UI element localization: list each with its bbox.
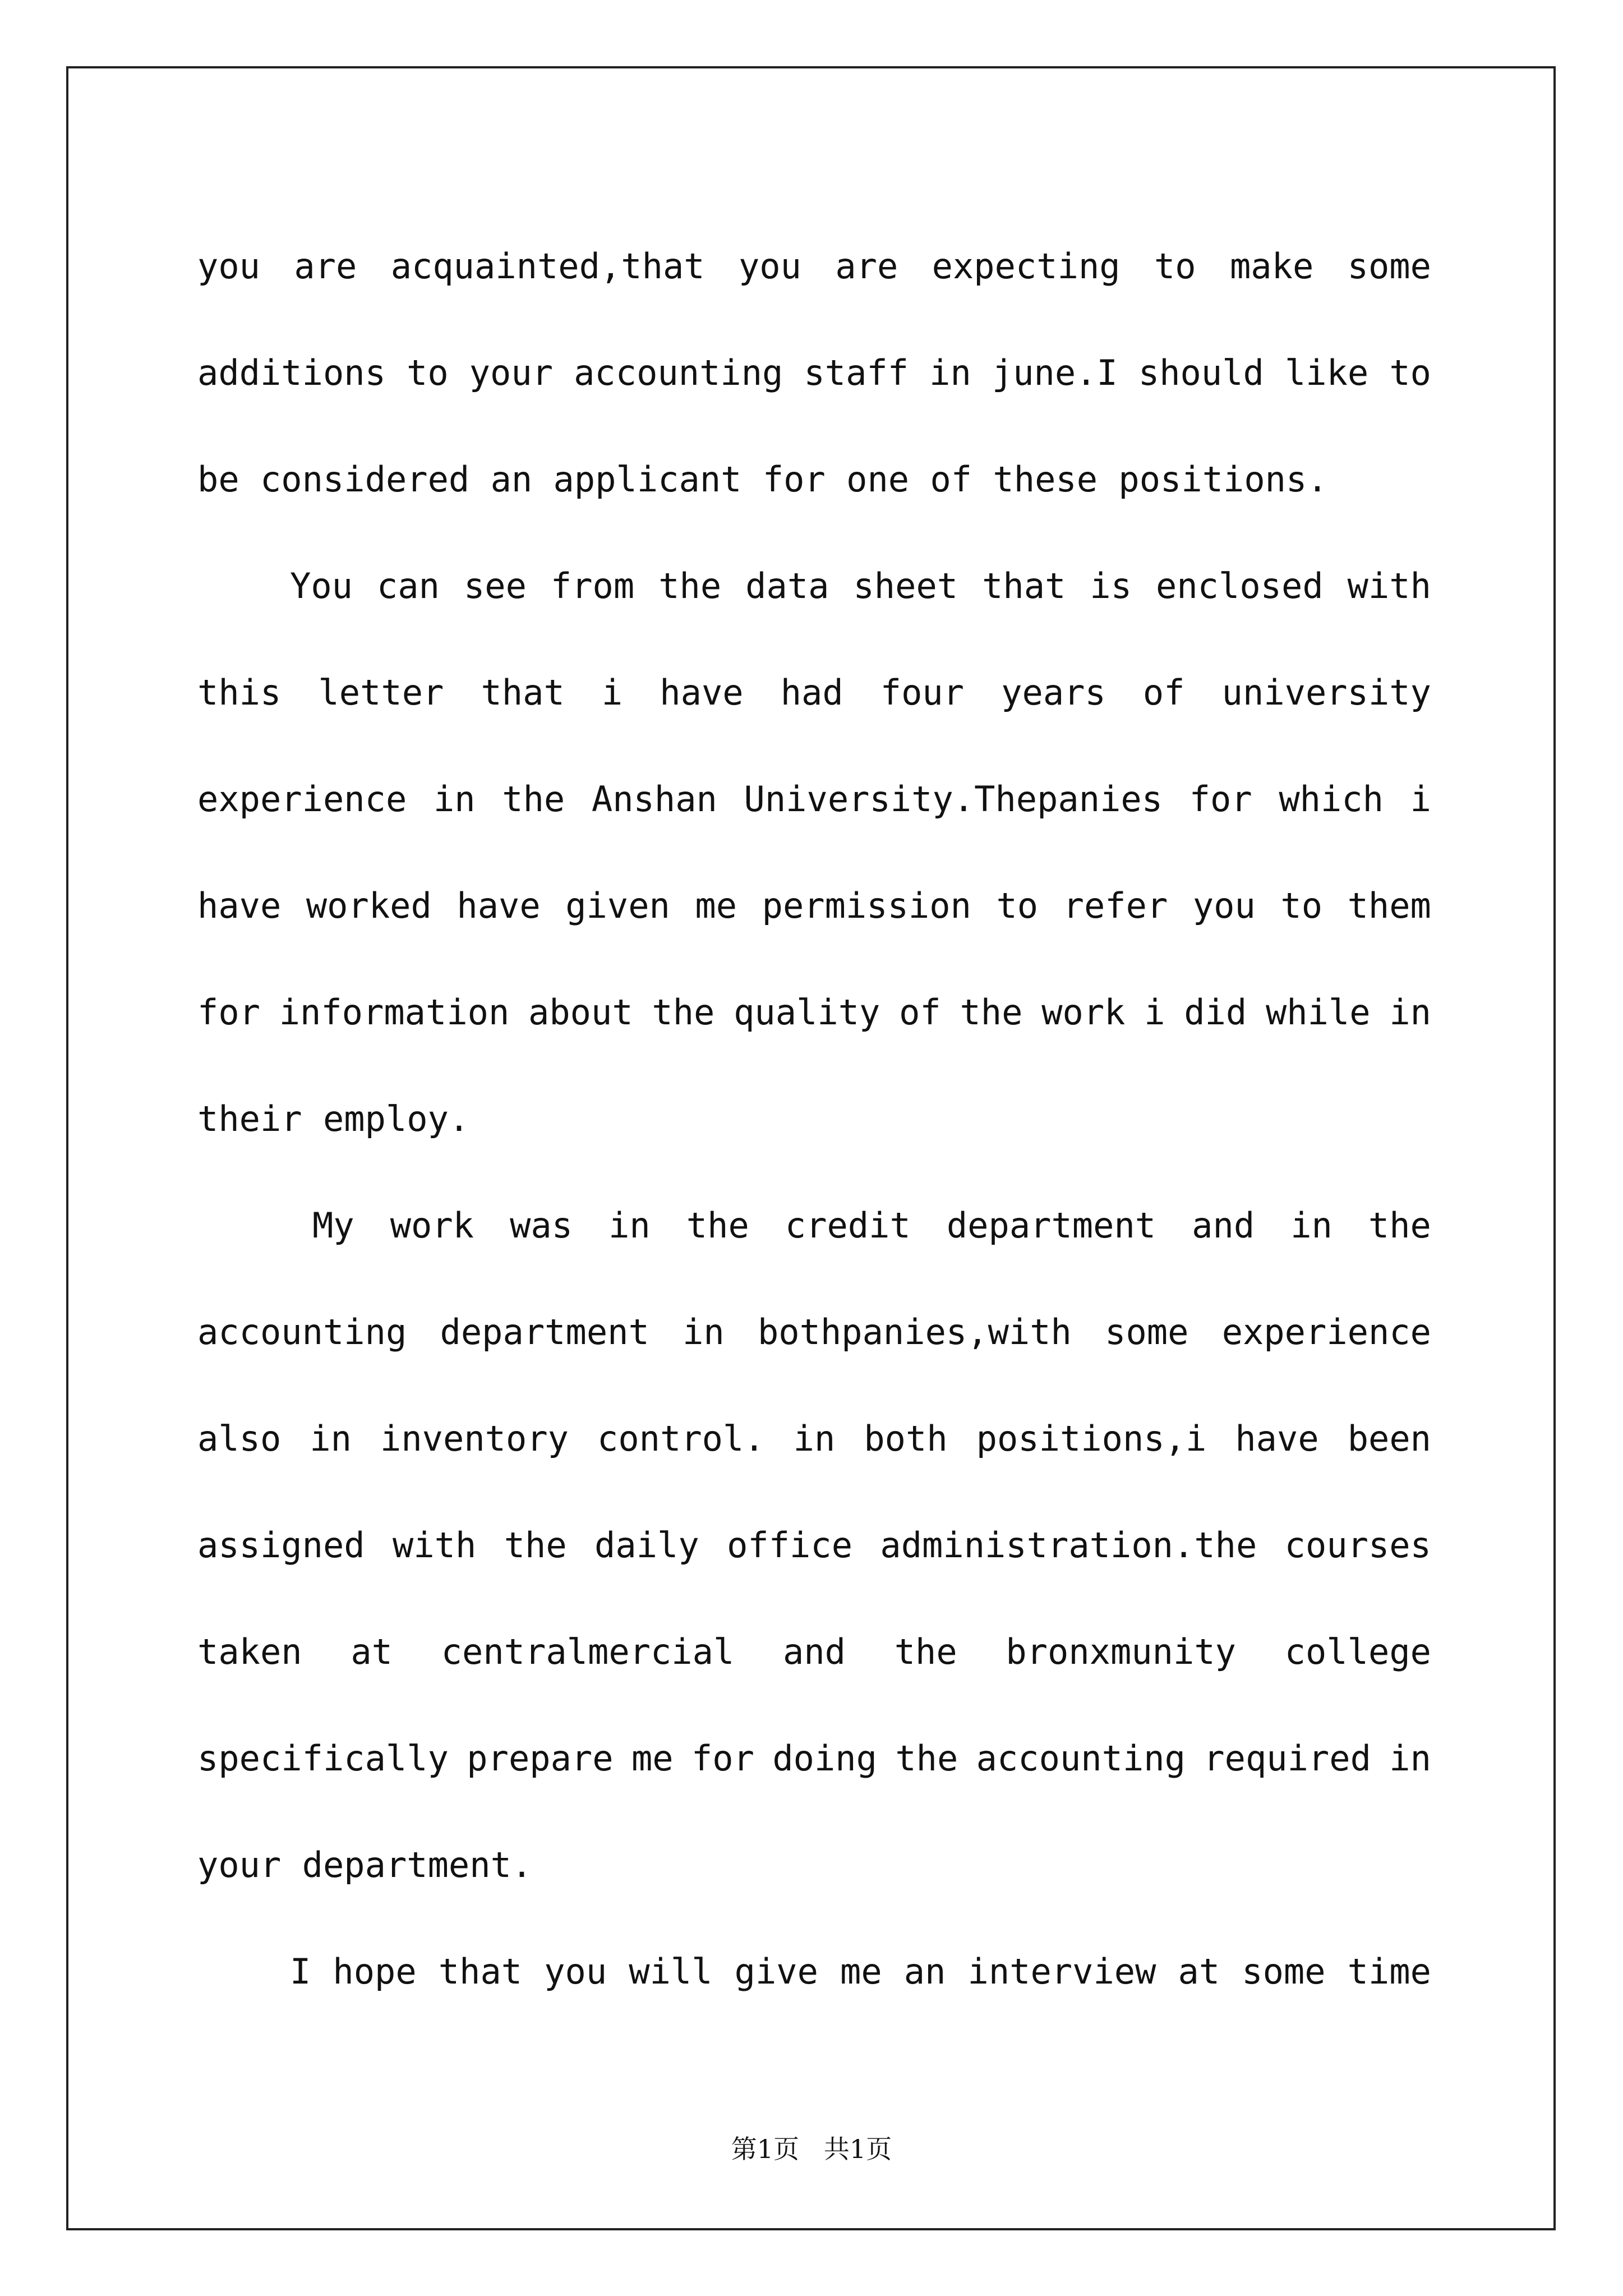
text-line bbox=[197, 1918, 1431, 2025]
word: and bbox=[1192, 1205, 1255, 1246]
text-line bbox=[197, 1172, 1431, 1279]
word: office bbox=[727, 1525, 853, 1566]
word: refer bbox=[1063, 885, 1168, 926]
word: me bbox=[631, 1738, 674, 1779]
word: make bbox=[1229, 246, 1314, 287]
text-line: their employ. bbox=[197, 1098, 470, 1139]
word: experience bbox=[197, 779, 407, 820]
word: accounting bbox=[197, 1312, 407, 1352]
word: in bbox=[1389, 992, 1431, 1033]
word: of bbox=[1142, 672, 1185, 713]
word: should bbox=[1138, 352, 1264, 393]
word: an bbox=[903, 1951, 946, 1992]
word: prepare bbox=[467, 1738, 614, 1779]
word: worked bbox=[306, 885, 432, 926]
word: acquainted,that bbox=[390, 246, 705, 287]
word: did bbox=[1184, 992, 1247, 1033]
word: daily bbox=[594, 1525, 699, 1566]
letter-body bbox=[197, 213, 1431, 2025]
word: the bbox=[504, 1525, 567, 1566]
word: in bbox=[1290, 1205, 1332, 1246]
word: the bbox=[658, 565, 722, 606]
word: your bbox=[469, 352, 554, 393]
word: them bbox=[1347, 885, 1431, 926]
word: university bbox=[1221, 672, 1431, 713]
word: with bbox=[1347, 565, 1431, 606]
text-line bbox=[197, 639, 1431, 746]
word: permission bbox=[762, 885, 971, 926]
word: are bbox=[835, 246, 898, 287]
word: in bbox=[1389, 1738, 1431, 1779]
word: to bbox=[1280, 885, 1323, 926]
word: Anshan bbox=[591, 779, 717, 820]
word: both bbox=[864, 1418, 948, 1459]
word: bothpanies,with bbox=[757, 1312, 1072, 1352]
word: I bbox=[290, 1951, 311, 1992]
word: information bbox=[279, 992, 510, 1033]
word: you bbox=[544, 1951, 607, 1992]
word: some bbox=[1242, 1951, 1326, 1992]
word: i bbox=[1144, 992, 1165, 1033]
text-line bbox=[197, 1599, 1431, 1705]
word: department bbox=[946, 1205, 1156, 1246]
word: have bbox=[1235, 1418, 1319, 1459]
word: while bbox=[1265, 992, 1371, 1033]
word: bronxmunity bbox=[1006, 1631, 1236, 1672]
text-line bbox=[197, 959, 1431, 1066]
word: department bbox=[440, 1312, 649, 1352]
word: i bbox=[1410, 779, 1431, 820]
word: centralmercial bbox=[441, 1631, 735, 1672]
word: to bbox=[407, 352, 449, 393]
word: me bbox=[840, 1951, 882, 1992]
word: this bbox=[197, 672, 282, 713]
word: the bbox=[652, 992, 715, 1033]
word: additions bbox=[197, 352, 386, 393]
word: administration.the bbox=[880, 1525, 1257, 1566]
word: is bbox=[1090, 565, 1132, 606]
word: the bbox=[960, 992, 1023, 1033]
word: for bbox=[197, 992, 260, 1033]
word: of bbox=[899, 992, 941, 1033]
word: can bbox=[376, 565, 440, 606]
text-line bbox=[197, 1492, 1431, 1599]
page-number-footer: 第1页 共1页 bbox=[731, 2134, 892, 2164]
word: and bbox=[783, 1631, 846, 1672]
word: hope bbox=[333, 1951, 417, 1992]
word: the bbox=[686, 1205, 749, 1246]
word: will bbox=[629, 1951, 713, 1992]
word: staff bbox=[804, 352, 909, 393]
word: with bbox=[393, 1525, 477, 1566]
word: work bbox=[1041, 992, 1126, 1033]
word: doing bbox=[772, 1738, 877, 1779]
text-line bbox=[197, 1386, 1431, 1492]
word: taken bbox=[197, 1631, 302, 1672]
word: to bbox=[1389, 352, 1431, 393]
word: enclosed bbox=[1156, 565, 1324, 606]
word: positions,i bbox=[976, 1418, 1207, 1459]
word: courses bbox=[1284, 1525, 1431, 1566]
word: see bbox=[463, 565, 527, 606]
word: in bbox=[683, 1312, 725, 1352]
word: work bbox=[390, 1205, 474, 1246]
word: accounting bbox=[574, 352, 783, 393]
word: in bbox=[608, 1205, 651, 1246]
word: credit bbox=[785, 1205, 911, 1246]
word: You bbox=[290, 565, 353, 606]
word: have bbox=[197, 885, 282, 926]
word: assigned bbox=[197, 1525, 365, 1566]
word: june.I bbox=[992, 352, 1118, 393]
word: the bbox=[1368, 1205, 1431, 1246]
word: from bbox=[550, 565, 635, 606]
word: i bbox=[601, 672, 623, 713]
word: at bbox=[351, 1631, 393, 1672]
word: that bbox=[438, 1951, 523, 1992]
word: college bbox=[1284, 1631, 1431, 1672]
word: four bbox=[880, 672, 965, 713]
word: in bbox=[310, 1418, 352, 1459]
word: control. bbox=[597, 1418, 765, 1459]
word: some bbox=[1105, 1312, 1189, 1352]
text-line bbox=[197, 853, 1431, 959]
word: data bbox=[745, 565, 829, 606]
word: in bbox=[793, 1418, 836, 1459]
word: accounting bbox=[976, 1738, 1186, 1779]
text-line bbox=[197, 533, 1431, 639]
word: been bbox=[1347, 1418, 1431, 1459]
word: are bbox=[294, 246, 357, 287]
word: some bbox=[1347, 246, 1431, 287]
word: to bbox=[996, 885, 1039, 926]
word: given bbox=[565, 885, 670, 926]
word: that bbox=[481, 672, 565, 713]
word: give bbox=[734, 1951, 818, 1992]
word: about bbox=[528, 992, 633, 1033]
text-line: be considered an applicant for one of these positions. bbox=[197, 459, 1328, 500]
word: you bbox=[197, 246, 260, 287]
word: you bbox=[1192, 885, 1256, 926]
word: the bbox=[894, 1631, 957, 1672]
word: in bbox=[929, 352, 971, 393]
word: interview bbox=[967, 1951, 1156, 1992]
word: University.Thepanies bbox=[744, 779, 1163, 820]
word: me bbox=[695, 885, 737, 926]
word: years bbox=[1001, 672, 1106, 713]
word: experience bbox=[1221, 1312, 1431, 1352]
word: inventory bbox=[380, 1418, 569, 1459]
word: in bbox=[433, 779, 476, 820]
word: quality bbox=[734, 992, 880, 1033]
text-line bbox=[197, 213, 1431, 320]
word: the bbox=[895, 1738, 958, 1779]
word: for bbox=[691, 1738, 754, 1779]
word: which bbox=[1279, 779, 1384, 820]
word: for bbox=[1189, 779, 1252, 820]
word: specifically bbox=[197, 1738, 449, 1779]
word: My bbox=[312, 1205, 354, 1246]
word: time bbox=[1347, 1951, 1431, 1992]
word: that bbox=[982, 565, 1066, 606]
text-line bbox=[197, 1705, 1431, 1812]
text-line: your department. bbox=[197, 1844, 533, 1885]
word: you bbox=[738, 246, 801, 287]
text-line bbox=[197, 320, 1431, 426]
text-line bbox=[197, 746, 1431, 853]
word: required bbox=[1204, 1738, 1371, 1779]
word: at bbox=[1178, 1951, 1220, 1992]
word: also bbox=[197, 1418, 282, 1459]
word: have bbox=[660, 672, 744, 713]
word: to bbox=[1154, 246, 1196, 287]
word: letter bbox=[318, 672, 444, 713]
word: the bbox=[502, 779, 565, 820]
word: have bbox=[457, 885, 541, 926]
word: like bbox=[1284, 352, 1369, 393]
word: had bbox=[780, 672, 843, 713]
word: was bbox=[510, 1205, 573, 1246]
word: expecting bbox=[932, 246, 1121, 287]
word: sheet bbox=[853, 565, 958, 606]
text-line bbox=[197, 1279, 1431, 1386]
